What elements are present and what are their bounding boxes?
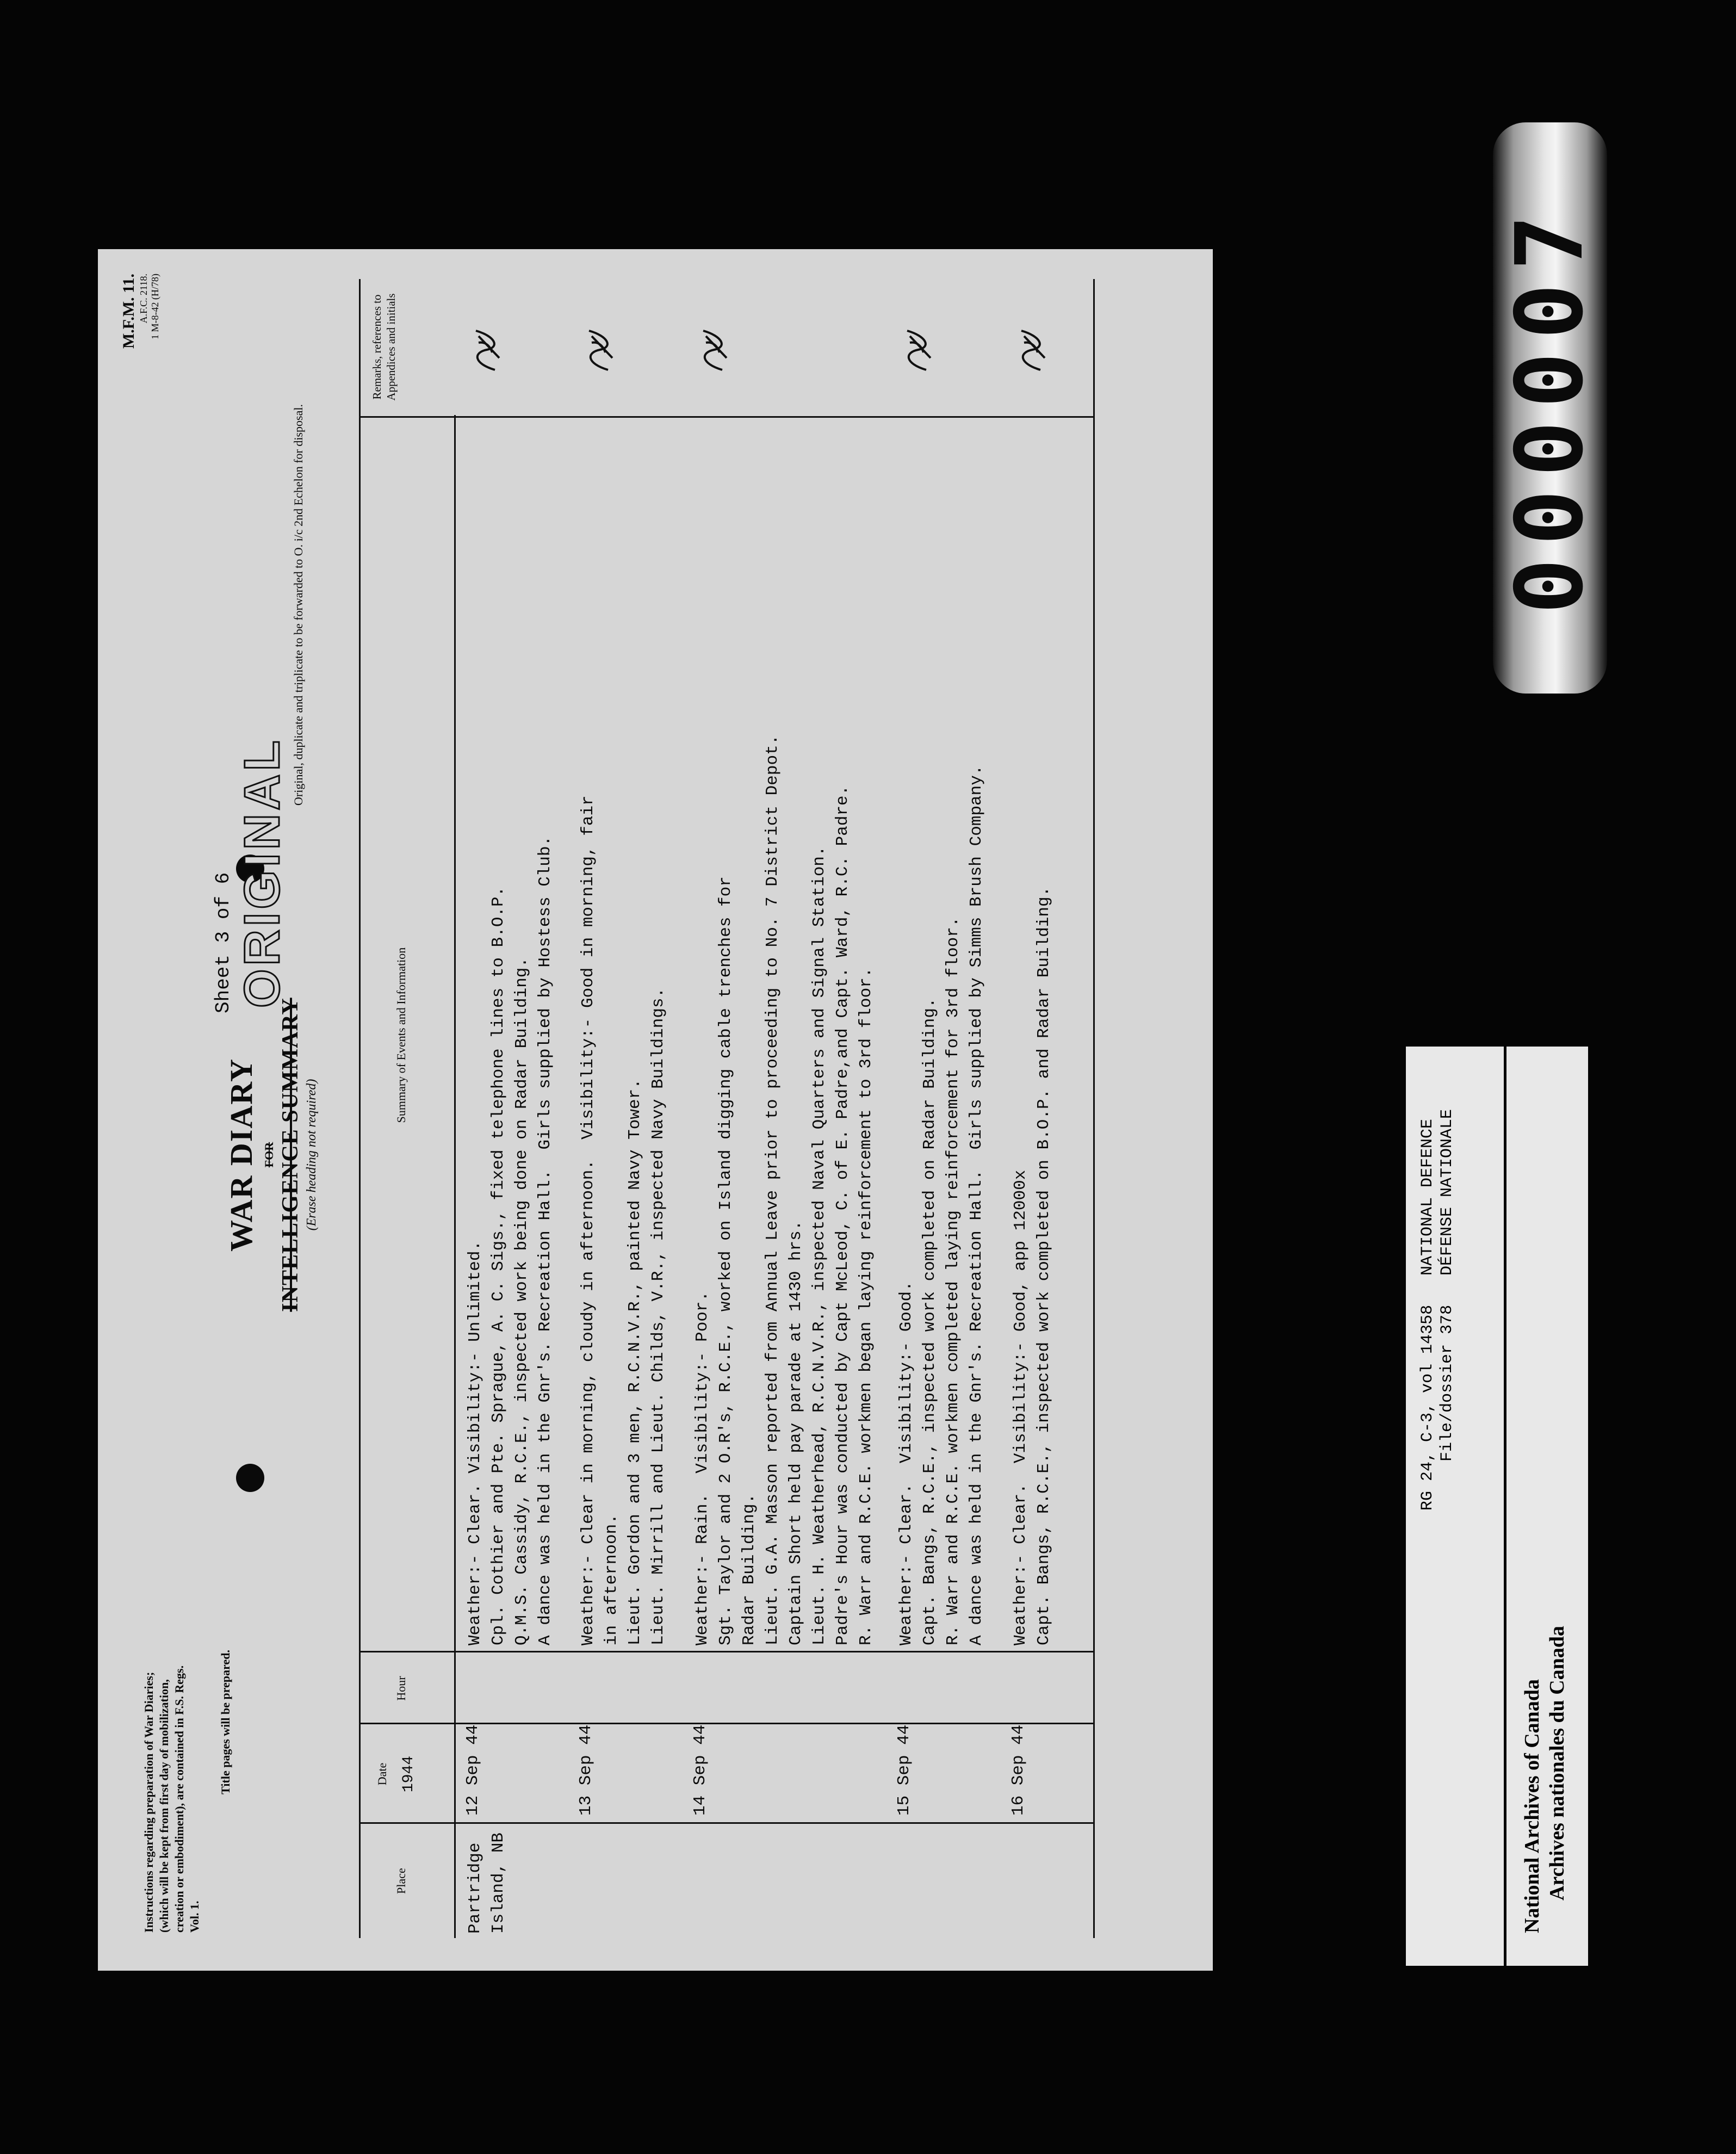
form-title-for: FOR — [262, 1142, 276, 1168]
diary-sheet — [98, 249, 1213, 1971]
form-number-sub1: A.F.C. 2118. — [138, 274, 149, 324]
column-rule-summary — [359, 416, 1093, 418]
col-header-summary: Summary of Events and Information — [394, 947, 408, 1123]
column-rule-date — [359, 1723, 1093, 1724]
initials-signature — [899, 325, 937, 374]
entry-line: Weather:- Clear in morning, cloudy in afternoon. Visibility:- Good in morning, fair — [579, 795, 598, 1645]
entry-line: Weather:- Clear. Visibility:- Unlimited. — [466, 1240, 485, 1645]
initials-signature — [1013, 325, 1051, 374]
form-title: WAR DIARY — [224, 1058, 259, 1252]
column-rule-place — [359, 1822, 1093, 1824]
entry-line: Weather:- Clear. Visibility:- Good, app 12000x — [1011, 1169, 1030, 1645]
table-rule-header-top — [359, 279, 361, 1938]
col-header-place: Place — [394, 1868, 408, 1894]
sheet-number: Sheet 3 of 6 — [212, 872, 234, 1013]
archives-name-en: National Archives of Canada — [1521, 1679, 1543, 1933]
entry-line: Lieut. Gordon and 3 men, R.C.N.V.R., painted Navy Tower. — [625, 1079, 644, 1645]
original-note: Original, duplicate and triplicate to be forwarded to O. i/c 2nd Echelon for disposal. — [292, 404, 305, 806]
entry-line: Radar Building. — [740, 1493, 759, 1645]
reference-label — [1406, 1289, 1504, 1966]
place-text: Partridge Island, NB — [466, 1832, 508, 1934]
entry-date: 15 Sep 44 — [895, 1724, 914, 1816]
form-number — [120, 274, 161, 459]
entry-date: 12 Sep 44 — [463, 1724, 482, 1816]
entry-line: R. Warr and R.C.E. workmen completed laying reinforcement for 3rd floor. — [944, 917, 963, 1645]
archives-label — [1506, 1047, 1588, 1966]
entry-line: Padre's Hour was conducted by Capt McLeod, C. of E. Padre,and Capt. Ward, R.C. Padre. — [833, 785, 852, 1645]
entry-line: Captain Short held pay parade at 1430 hrs. — [786, 1220, 805, 1645]
department-label — [1406, 1047, 1504, 1289]
entry-line: Capt. Bangs, R.C.E., inspected work completed on Radar Building. — [920, 998, 939, 1645]
title-pages-note: Title pages will be prepared. — [219, 1650, 232, 1794]
entry-line: R. Warr and R.C.E. workmen began laying reinforcement to 3rd floor. — [857, 967, 876, 1645]
entry-line: Lieut. Mirrill and Lieut. Childs, V.R., inspected Navy Buildings. — [649, 987, 668, 1645]
entry-line: Q.M.S. Cassidy, R.C.E., inspected work being done on Radar Building. — [512, 957, 531, 1645]
punch-hole-left — [236, 1464, 264, 1492]
table-rule-header-bottom — [454, 415, 456, 1938]
entry-line: Weather:- Clear. Visibility:- Good. — [897, 1281, 916, 1645]
diary-form — [98, 249, 1213, 1971]
entry-line: Weather:- Rain. Visibility:- Poor. — [693, 1291, 712, 1645]
entry-line: A dance was held in the Gnr's. Recreation Hall. Girls supplied by Simms Brush Company. — [967, 765, 986, 1645]
table-rule-bottom — [1093, 279, 1095, 1938]
col-header-date-year: 1944 — [400, 1755, 417, 1793]
entry-line: Lieut. H. Weatherhead, R.C.N.V.R., inspected Naval Quarters and Signal Station. — [810, 846, 829, 1645]
frame-counter — [1493, 122, 1607, 694]
struck-heading: INTELLIGENCE SUMMARY — [278, 998, 303, 1312]
original-stamp: ORIGINAL — [234, 737, 290, 1008]
entry-date: 13 Sep 44 — [576, 1724, 596, 1816]
reference-line-2: File/dossier 378 — [1438, 1305, 1456, 1462]
column-rule-hour — [359, 1651, 1093, 1652]
entry-date: 14 Sep 44 — [691, 1724, 710, 1816]
entry-line: Cpl. Cothier and Pte. Sprague, A. C. Sigs., fixed telephone lines to B.O.P. — [489, 886, 508, 1645]
entry-line: in afternoon. — [602, 1514, 621, 1645]
form-number-main: M.F.M. 11. — [120, 274, 138, 349]
entry-line: Lieut. G.A. Masson reported from Annual Leave prior to proceeding to No. 7 District Depot. — [763, 734, 782, 1645]
initials-signature — [695, 325, 733, 374]
initials-signature — [468, 325, 506, 374]
archives-name-fr: Archives nationales du Canada — [1546, 1625, 1568, 1901]
entry-date: 16 Sep 44 — [1009, 1724, 1028, 1816]
department-fr: DÉFENSE NATIONALE — [1438, 1109, 1456, 1276]
entry-line: Capt. Bangs, R.C.E., inspected work completed on B.O.P. and Radar Building. — [1034, 886, 1053, 1645]
initials-signature — [581, 325, 619, 374]
col-header-remarks: Remarks, references to Appendices and initials — [370, 293, 398, 401]
department-en: NATIONAL DEFENCE — [1418, 1118, 1437, 1276]
entry-line: A dance was held in the Gnr's. Recreation Hall. Girls supplied by Hostess Club. — [536, 835, 555, 1645]
frame-counter-digits: 000007 — [1496, 201, 1604, 615]
instructions-text: Instructions regarding preparation of War Diaries; (which will be kept from first day of mobilization, creation or embodiment), are contained in F.S. Regs. Vol. 1. — [142, 1665, 201, 1933]
erase-note: (Erase heading not required) — [305, 1079, 319, 1231]
form-number-sub2: 1 M-8-42 (H/78) — [150, 274, 160, 339]
col-header-hour: Hour — [394, 1676, 408, 1701]
col-header-date: Date — [375, 1762, 389, 1786]
reference-line-1: RG 24, C-3, vol 14358 — [1418, 1305, 1437, 1511]
entry-line: Sgt. Taylor and 2 O.R's, R.C.E., worked on Island digging cable trenches for — [716, 876, 735, 1645]
